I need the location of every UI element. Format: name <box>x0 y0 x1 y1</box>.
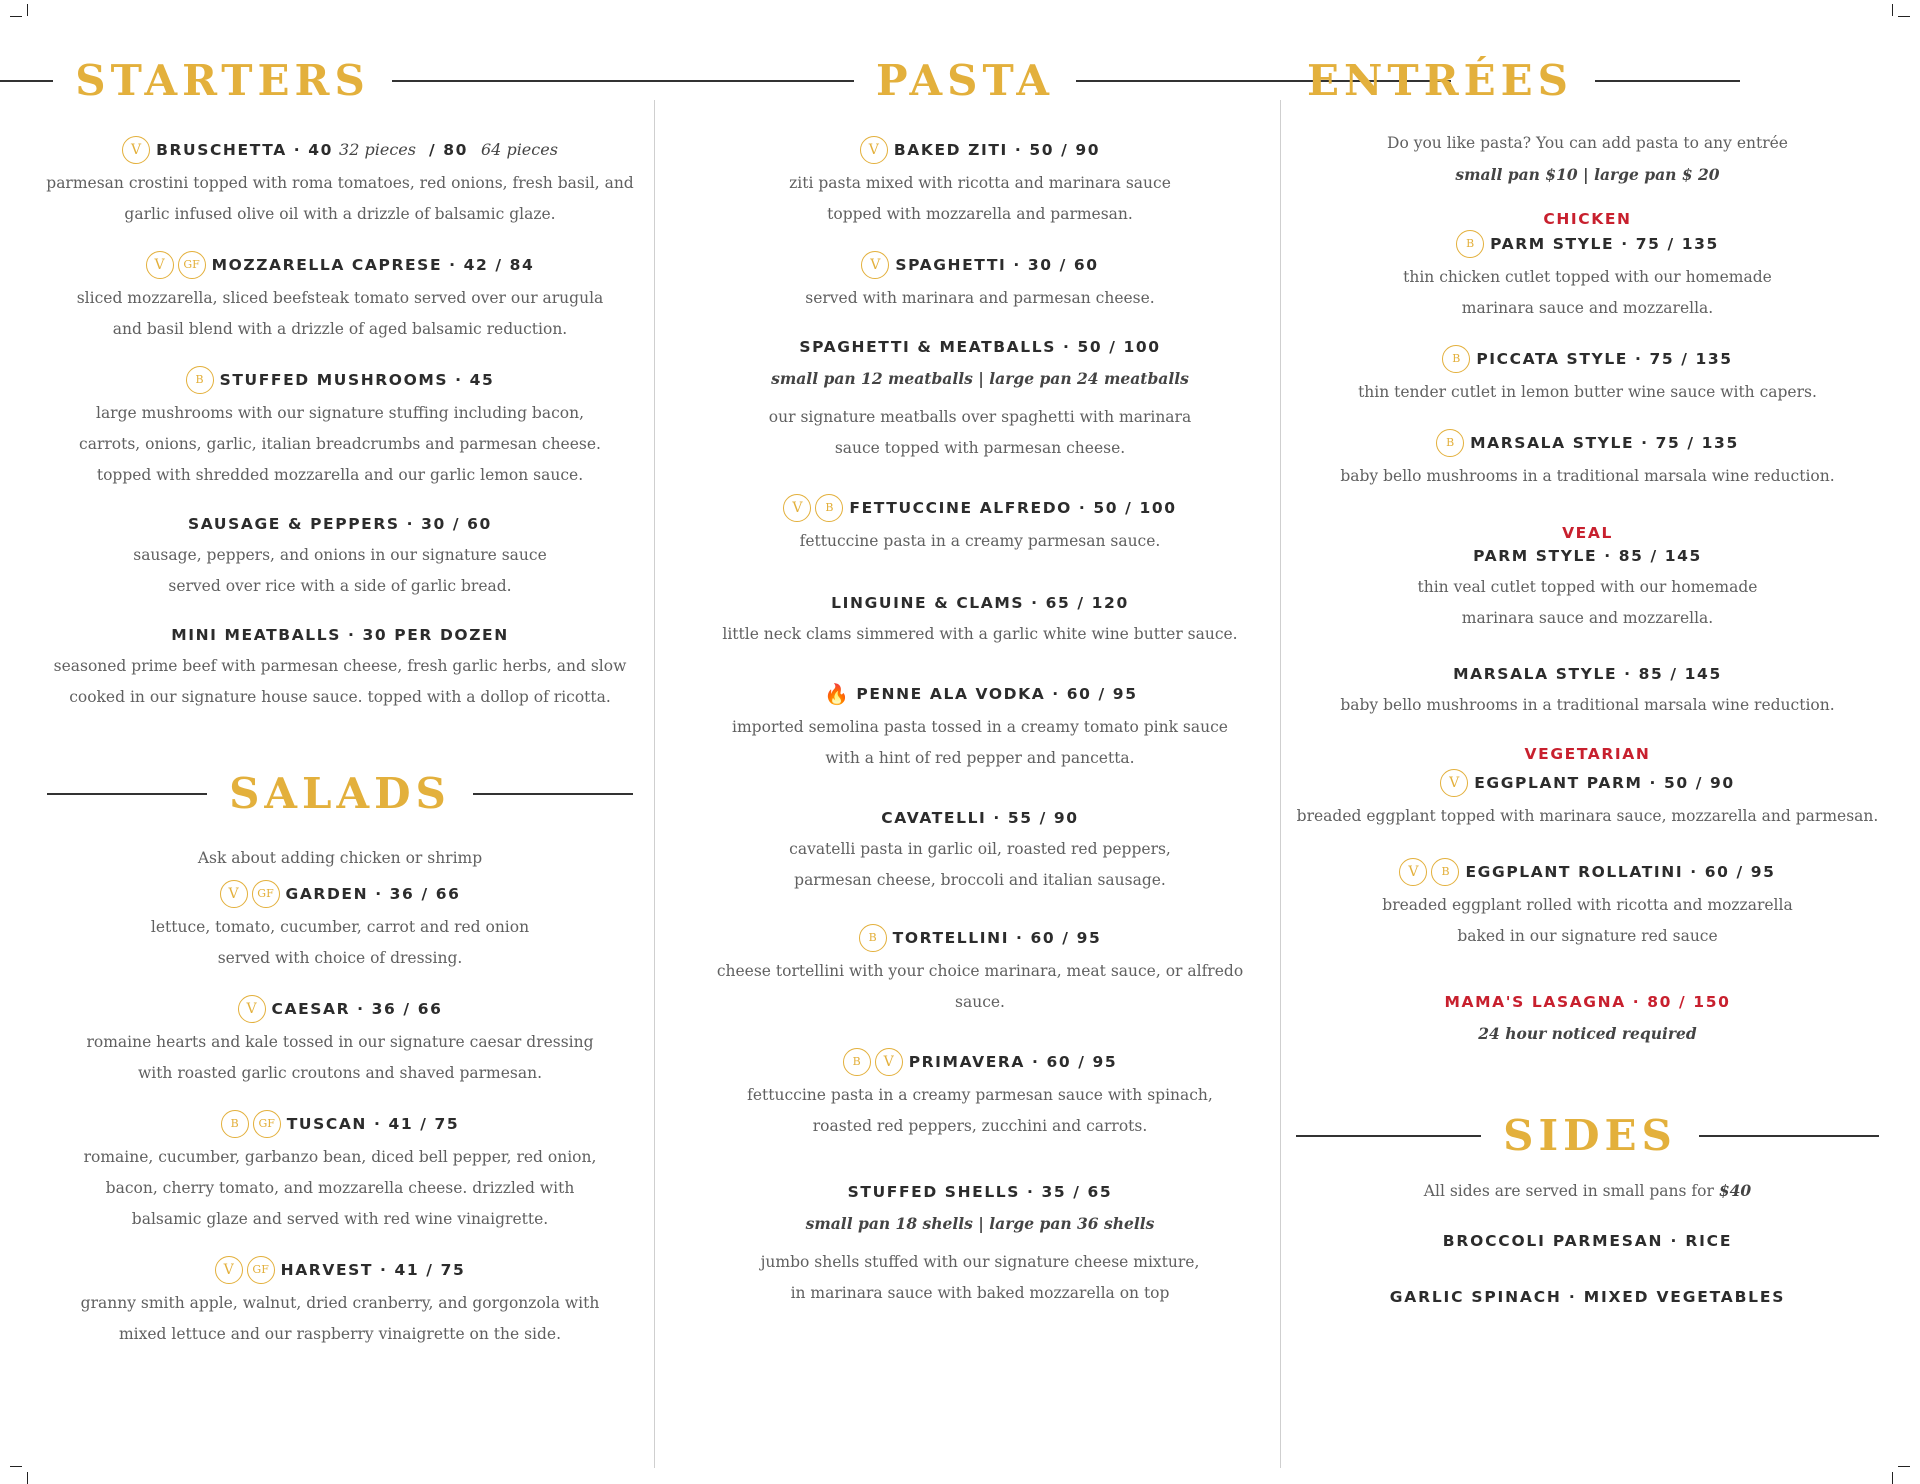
item-desc: breaded eggplant rolled with ricotta and mozzarella <box>1382 896 1793 914</box>
item-desc: sausage, peppers, and onions in our signature sauce <box>133 546 547 564</box>
item-name: MAMA'S LASAGNA · 80 / 150 <box>1444 993 1731 1011</box>
item-qty: 32 pieces <box>339 140 416 159</box>
menu-item <box>690 494 1270 557</box>
item-desc: baked in our signature red sauce <box>1457 927 1718 945</box>
item-name: SAUSAGE & PEPPERS · 30 / 60 <box>188 515 492 533</box>
vegetarian-icon: V <box>1399 858 1427 886</box>
menu-item <box>1295 858 1880 952</box>
item-name: PRIMAVERA · 60 / 95 <box>908 1053 1118 1071</box>
menu-item <box>690 924 1270 1018</box>
item-name: LINGUINE & CLAMS · 65 / 120 <box>831 594 1129 612</box>
item-name: SPAGHETTI · 30 / 60 <box>895 256 1099 274</box>
item-desc: roasted red peppers, zucchini and carrots. <box>812 1117 1148 1135</box>
header-rule <box>0 80 53 82</box>
item-desc: thin tender cutlet in lemon butter wine sauce with capers. <box>1358 383 1817 401</box>
item-desc: granny smith apple, walnut, dried cranberry, and gorgonzola with <box>80 1294 600 1312</box>
item-name: BRUSCHETTA · 40 <box>156 141 334 159</box>
salads-title: SALADS <box>229 769 451 818</box>
menu-item <box>690 806 1270 896</box>
item-desc: baby bello mushrooms in a traditional marsala wine reduction. <box>1340 696 1835 714</box>
menu-item <box>40 251 640 345</box>
item-name: EGGPLANT PARM · 50 / 90 <box>1474 774 1735 792</box>
gluten-free-icon: GF <box>252 880 280 908</box>
butter-icon: B <box>186 366 214 394</box>
header-rule <box>1296 1135 1481 1137</box>
item-desc: bacon, cherry tomato, and mozzarella cheese. drizzled with <box>105 1179 575 1197</box>
menu-item <box>40 1256 640 1350</box>
item-desc: imported semolina pasta tossed in a creamy tomato pink sauce <box>732 718 1228 736</box>
item-name: MARSALA STYLE · 75 / 135 <box>1470 434 1739 452</box>
menu-item <box>40 623 640 713</box>
menu-item <box>1295 769 1880 832</box>
item-desc: served with marinara and parmesan cheese. <box>805 289 1155 307</box>
menu-item <box>1295 990 1880 1049</box>
flame-icon: 🔥 <box>823 682 849 706</box>
item-desc: jumbo shells stuffed with our signature cheese mixture, <box>760 1253 1200 1271</box>
item-name: CAVATELLI · 55 / 90 <box>881 809 1079 827</box>
salads-note: Ask about adding chicken or shrimp <box>197 849 483 867</box>
item-qty: 64 pieces <box>481 140 558 159</box>
menu-item <box>690 680 1270 774</box>
crop-mark <box>1898 16 1910 17</box>
item-desc: thin veal cutlet topped with our homemade <box>1417 578 1758 596</box>
menu-item <box>690 136 1270 230</box>
gluten-free-icon: GF <box>178 251 206 279</box>
pasta-title: PASTA <box>876 56 1054 105</box>
sides-line: BROCCOLI PARMESAN · RICE <box>1442 1232 1733 1250</box>
butter-icon: B <box>1442 345 1470 373</box>
vegetarian-icon: V <box>238 995 266 1023</box>
gluten-free-icon: GF <box>253 1110 281 1138</box>
item-desc: served with choice of dressing. <box>217 949 463 967</box>
menu-item <box>40 366 640 491</box>
right-column <box>1295 52 1880 1309</box>
item-desc: mixed lettuce and our raspberry vinaigrette on the side. <box>118 1325 562 1343</box>
vegetarian-icon: V <box>860 136 888 164</box>
menu-item <box>690 1048 1270 1142</box>
item-desc: topped with shredded mozzarella and our garlic lemon sauce. <box>96 466 584 484</box>
item-desc: topped with mozzarella and parmesan. <box>827 205 1133 223</box>
item-desc: romaine hearts and kale tossed in our signature caesar dressing <box>86 1033 594 1051</box>
item-desc: cooked in our signature house sauce. topped with a dollop of ricotta. <box>69 688 611 706</box>
item-name: STUFFED SHELLS · 35 / 65 <box>847 1183 1113 1201</box>
item-desc: baby bello mushrooms in a traditional marsala wine reduction. <box>1340 467 1835 485</box>
item-name: MOZZARELLA CAPRESE · 42 / 84 <box>211 256 535 274</box>
item-desc: romaine, cucumber, garbanzo bean, diced bell pepper, red onion, <box>83 1148 597 1166</box>
sides-note-text: All sides are served in small pans for <box>1423 1182 1714 1200</box>
crop-mark <box>1892 4 1893 16</box>
item-name: TORTELLINI · 60 / 95 <box>892 929 1102 947</box>
vegetarian-icon: V <box>220 880 248 908</box>
menu-item <box>1295 429 1880 492</box>
starters-title: STARTERS <box>75 56 370 105</box>
item-desc: sauce topped with parmesan cheese. <box>834 439 1126 457</box>
butter-icon: B <box>1436 429 1464 457</box>
item-desc: cheese tortellini with your choice marinara, meat sauce, or alfredo sauce. <box>716 962 1244 1011</box>
item-name: PARM STYLE · 75 / 135 <box>1490 235 1719 253</box>
item-desc: parmesan crostini topped with roma tomatoes, red onions, fresh basil, and <box>46 174 634 192</box>
vegetarian-icon: V <box>1440 769 1468 797</box>
item-desc: and basil blend with a drizzle of aged balsamic reduction. <box>112 320 568 338</box>
item-subnote: small pan 18 shells | large pan 36 shells <box>805 1214 1155 1233</box>
menu-item <box>1295 662 1880 721</box>
entrees-title: ENTRÉES <box>1307 56 1573 105</box>
item-desc: fettuccine pasta in a creamy parmesan sauce. <box>799 532 1161 550</box>
butter-icon: B <box>859 924 887 952</box>
item-desc: with a hint of red pepper and pancetta. <box>825 749 1135 767</box>
item-subnote: 24 hour noticed required <box>1478 1024 1697 1043</box>
entrees-header <box>1145 52 1880 110</box>
item-desc: seasoned prime beef with parmesan cheese, fresh garlic herbs, and slow <box>53 657 627 675</box>
item-name: MARSALA STYLE · 85 / 145 <box>1453 665 1722 683</box>
menu-item <box>40 995 640 1089</box>
sides-title: SIDES <box>1503 1111 1677 1160</box>
vegetarian-icon: V <box>875 1048 903 1076</box>
gluten-free-icon: GF <box>247 1256 275 1284</box>
item-desc: marinara sauce and mozzarella. <box>1461 609 1714 627</box>
butter-icon: B <box>1456 230 1484 258</box>
vegetarian-icon: V <box>783 494 811 522</box>
item-name: FETTUCCINE ALFREDO · 50 / 100 <box>849 499 1177 517</box>
item-desc: served over rice with a side of garlic bread. <box>168 577 512 595</box>
item-name: CAESAR · 36 / 66 <box>271 1000 443 1018</box>
item-desc: garlic infused olive oil with a drizzle of balsamic glaze. <box>124 205 556 223</box>
item-desc: with roasted garlic croutons and shaved parmesan. <box>137 1064 543 1082</box>
menu-item <box>690 335 1270 464</box>
crop-mark <box>1898 1466 1910 1467</box>
crop-mark <box>27 1472 28 1484</box>
category-vegetarian: VEGETARIAN <box>1524 745 1651 763</box>
sides-price: $40 <box>1718 1181 1752 1200</box>
crop-mark <box>10 16 22 17</box>
header-rule <box>479 80 854 82</box>
item-name: EGGPLANT ROLLATINI · 60 / 95 <box>1465 863 1776 881</box>
salads-header <box>40 765 640 823</box>
item-name: STUFFED MUSHROOMS · 45 <box>219 371 495 389</box>
category-chicken: CHICKEN <box>1543 210 1632 228</box>
sides-line: GARLIC SPINACH · MIXED VEGETABLES <box>1389 1288 1786 1306</box>
butter-icon: B <box>1431 858 1459 886</box>
entrees-intro-sub: small pan $10 | large pan $ 20 <box>1455 165 1720 184</box>
header-rule <box>47 793 207 795</box>
category-veal: VEAL <box>1562 524 1613 542</box>
item-desc: balsamic glaze and served with red wine vinaigrette. <box>131 1210 549 1228</box>
menu-item <box>40 880 640 974</box>
vegetarian-icon: V <box>146 251 174 279</box>
item-desc: little neck clams simmered with a garlic white wine butter sauce. <box>722 625 1238 643</box>
menu-item <box>690 591 1270 650</box>
item-desc: large mushrooms with our signature stuffing including bacon, <box>95 404 584 422</box>
sides-note <box>1295 1175 1880 1207</box>
item-desc: cavatelli pasta in garlic oil, roasted red peppers, <box>789 840 1171 858</box>
item-desc: carrots, onions, garlic, italian breadcrumbs and parmesan cheese. <box>79 435 601 453</box>
item-desc: in marinara sauce with baked mozzarella on top <box>790 1284 1170 1302</box>
entrees-intro: Do you like pasta? You can add pasta to any entrée <box>1387 134 1788 152</box>
item-name: HARVEST · 41 / 75 <box>280 1261 466 1279</box>
menu-item <box>1295 345 1880 408</box>
butter-icon: B <box>221 1110 249 1138</box>
menu-item <box>1295 544 1880 634</box>
menu-item <box>690 251 1270 314</box>
column-divider <box>1280 100 1281 1468</box>
item-desc: sliced mozzarella, sliced beefsteak tomato served over our arugula <box>76 289 604 307</box>
item-desc: our signature meatballs over spaghetti with marinara <box>768 408 1192 426</box>
left-column <box>40 52 640 1371</box>
vegetarian-icon: V <box>861 251 889 279</box>
column-divider <box>654 100 655 1468</box>
item-desc: parmesan cheese, broccoli and italian sausage. <box>794 871 1166 889</box>
crop-mark <box>10 1466 22 1467</box>
menu-item <box>1295 230 1880 324</box>
menu-item <box>690 1180 1270 1309</box>
item-subnote: small pan 12 meatballs | large pan 24 meatballs <box>771 369 1189 388</box>
header-rule <box>1699 1135 1879 1137</box>
item-desc: lettuce, tomato, cucumber, carrot and red onion <box>150 918 530 936</box>
item-name: PENNE ALA VODKA · 60 / 95 <box>856 685 1138 703</box>
item-name: BAKED ZITI · 50 / 90 <box>893 141 1101 159</box>
butter-icon: B <box>815 494 843 522</box>
crop-mark <box>27 4 28 16</box>
item-desc: breaded eggplant topped with marinara sauce, mozzarella and parmesan. <box>1296 807 1879 825</box>
item-name: PARM STYLE · 85 / 145 <box>1473 547 1702 565</box>
item-desc: fettuccine pasta in a creamy parmesan sauce with spinach, <box>747 1086 1213 1104</box>
crop-mark <box>1892 1472 1893 1484</box>
header-rule <box>1595 80 1740 82</box>
item-name: SPAGHETTI & MEATBALLS · 50 / 100 <box>799 338 1161 356</box>
item-name: PICCATA STYLE · 75 / 135 <box>1476 350 1733 368</box>
item-name: MINI MEATBALLS · 30 PER DOZEN <box>171 626 509 644</box>
item-desc: thin chicken cutlet topped with our homemade <box>1403 268 1772 286</box>
header-rule <box>473 793 633 795</box>
butter-icon: B <box>843 1048 871 1076</box>
menu-item <box>40 1110 640 1235</box>
middle-column <box>690 52 1270 1330</box>
menu-item <box>40 136 640 230</box>
vegetarian-icon: V <box>122 136 150 164</box>
menu-item <box>40 512 640 602</box>
item-desc: ziti pasta mixed with ricotta and marinara sauce <box>789 174 1171 192</box>
item-desc: marinara sauce and mozzarella. <box>1461 299 1714 317</box>
item-price: / 80 <box>421 141 475 159</box>
item-name: GARDEN · 36 / 66 <box>285 885 461 903</box>
item-name: TUSCAN · 41 / 75 <box>286 1115 460 1133</box>
sides-header <box>1295 1107 1880 1165</box>
vegetarian-icon: V <box>215 1256 243 1284</box>
